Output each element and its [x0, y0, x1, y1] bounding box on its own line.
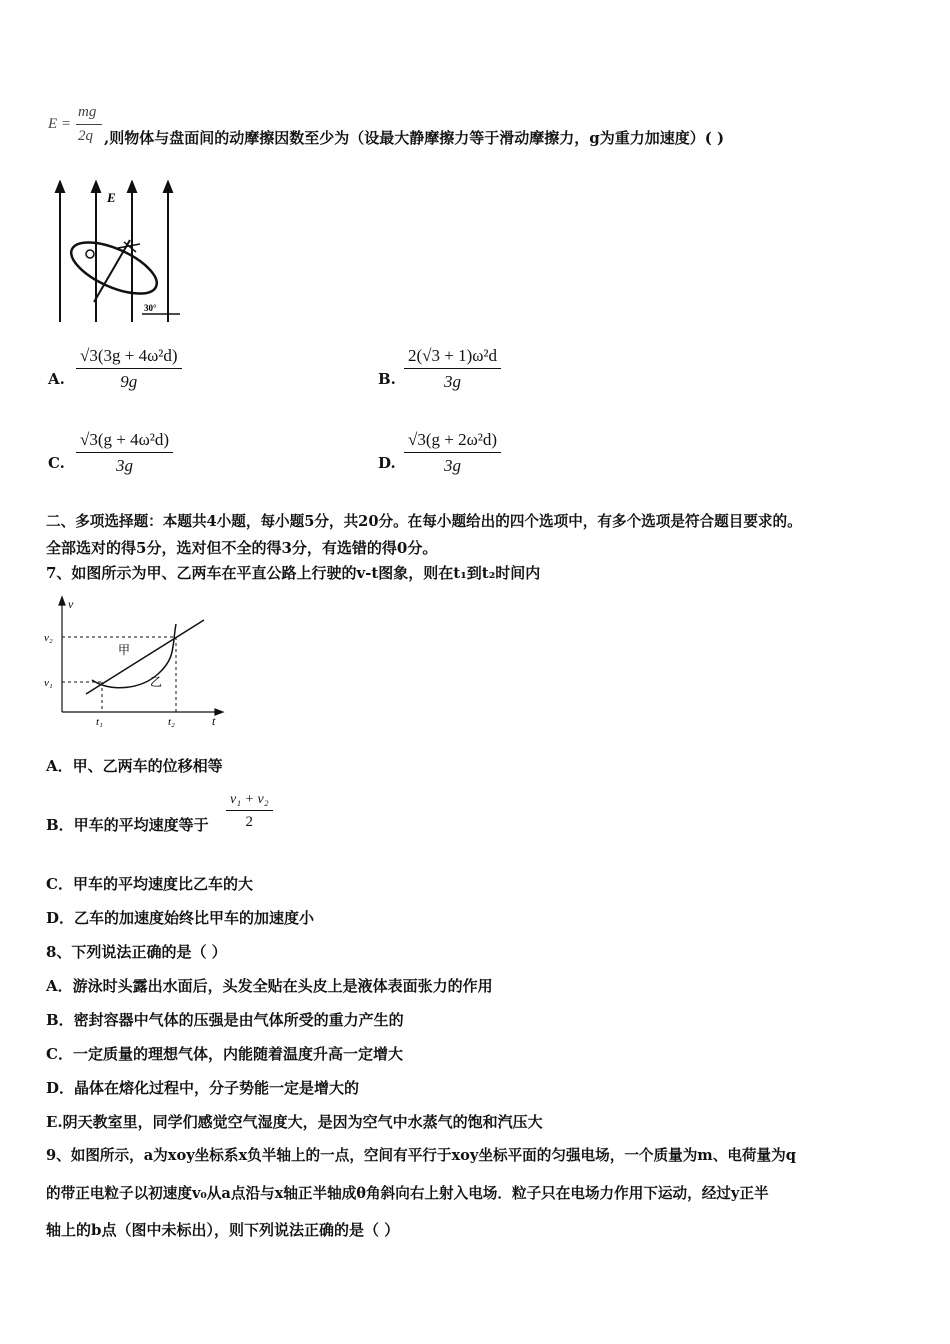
- q6-option-a-num: √3(3g + 4ω²d): [76, 346, 182, 369]
- q6-option-c-den: 3g: [116, 456, 134, 475]
- q7-label-jia: 甲: [118, 643, 131, 657]
- q7-curve-yi: [92, 624, 176, 688]
- q9-stem-line1: 9、如图所示，a为xoy坐标系x负半轴上的一点，空间有平行于xoy坐标平面的匀强电场，一个质量为m、电荷量为q: [46, 1147, 796, 1164]
- q7-option-b-den: 2: [245, 814, 254, 830]
- q8-stem: 8、下列说法正确的是（ ）: [46, 943, 227, 961]
- q7-label-v1: v₁: [44, 677, 53, 689]
- q6-angle-label: 30°: [144, 303, 157, 313]
- section2-heading-line1: 二、多项选择题：本题共4小题，每小题5分，共20分。在每小题给出的四个选项中，有多个选项是符合题目要求的。: [46, 513, 802, 530]
- q6-option-b-num: 2(√3 + 1)ω²d: [404, 346, 501, 369]
- q8-option-c[interactable]: C．一定质量的理想气体，内能随着温度升高一定增大: [46, 1045, 403, 1063]
- q9-stem-line3: 轴上的b点（图中未标出），则下列说法正确的是（ ）: [46, 1221, 400, 1239]
- q6-formula-den: 2q: [78, 128, 93, 144]
- q7-option-b[interactable]: B．甲车的平均速度等于: [46, 816, 209, 834]
- q6-option-c-fraction[interactable]: [76, 430, 173, 476]
- q6-option-b-den: 3g: [444, 372, 462, 391]
- q6-option-a-label[interactable]: A.: [48, 370, 65, 388]
- q6-formula-num: mg: [78, 104, 97, 120]
- q6-option-c-num: √3(g + 4ω²d): [76, 430, 173, 453]
- q8-option-d[interactable]: D．晶体在熔化过程中，分子势能一定是增大的: [46, 1079, 360, 1097]
- q7-vt-graph: [40, 594, 230, 730]
- q7-label-t2: t₂: [168, 716, 175, 728]
- q6-formula: [48, 104, 102, 148]
- section2-heading-line2: 全部选对的得5分，选对但不全的得3分，有选错的得0分。: [46, 539, 438, 557]
- q6-option-d-label[interactable]: D.: [378, 454, 396, 472]
- q6-option-d-fraction[interactable]: [404, 430, 501, 476]
- q6-option-a-den: 9g: [120, 372, 138, 391]
- q6-option-a-fraction[interactable]: [76, 346, 182, 392]
- q6-figure: [50, 180, 182, 326]
- q7-option-c[interactable]: C．甲车的平均速度比乙车的大: [46, 875, 253, 893]
- q7-axis-t: t: [212, 714, 216, 728]
- q7-label-v2: v₂: [44, 632, 53, 644]
- q6-option-d-num: √3(g + 2ω²d): [404, 430, 501, 453]
- q7-option-b-fraction: [226, 792, 273, 831]
- q8-option-b[interactable]: B．密封容器中气体的压强是由气体所受的重力产生的: [46, 1011, 404, 1029]
- q6-formula-lhs: E =: [48, 116, 72, 132]
- q7-label-yi: 乙: [150, 675, 163, 689]
- q7-stem: 7、如图所示为甲、乙两车在平直公路上行驶的v-t图象，则在t₁到t₂时间内: [46, 564, 541, 582]
- q8-option-a[interactable]: A．游泳时头露出水面后，头发全贴在头皮上是液体表面张力的作用: [46, 977, 493, 995]
- q6-option-d-den: 3g: [444, 456, 462, 475]
- q8-option-e[interactable]: E.阴天教室里，同学们感觉空气湿度大，是因为空气中水蒸气的饱和汽压大: [46, 1113, 543, 1131]
- q7-axis-v: v: [68, 597, 74, 611]
- q6-object: [86, 250, 94, 258]
- q7-option-a[interactable]: A．甲、乙两车的位移相等: [46, 757, 223, 775]
- q6-stem: ,则物体与盘面间的动摩擦因数至少为（设最大静摩擦力等于滑动摩擦力，g为重力加速度）( ): [104, 129, 725, 147]
- q6-option-c-label[interactable]: C.: [48, 454, 65, 472]
- q6-option-b-label[interactable]: B.: [378, 370, 396, 388]
- q9-stem-line2: 的带正电粒子以初速度v₀从a点沿与x轴正半轴成θ角斜向右上射入电场．粒子只在电场力作用下运动，经过y正半: [46, 1185, 769, 1202]
- q6-option-b-fraction[interactable]: [404, 346, 501, 392]
- q6-figure-label-e: E: [107, 190, 116, 205]
- q6-formula-bar: [76, 124, 102, 125]
- q7-option-d[interactable]: D．乙车的加速度始终比甲车的加速度小: [46, 909, 315, 927]
- q7-option-b-num: v₁ + v₂: [226, 792, 273, 811]
- q7-label-t1: t₁: [96, 716, 103, 728]
